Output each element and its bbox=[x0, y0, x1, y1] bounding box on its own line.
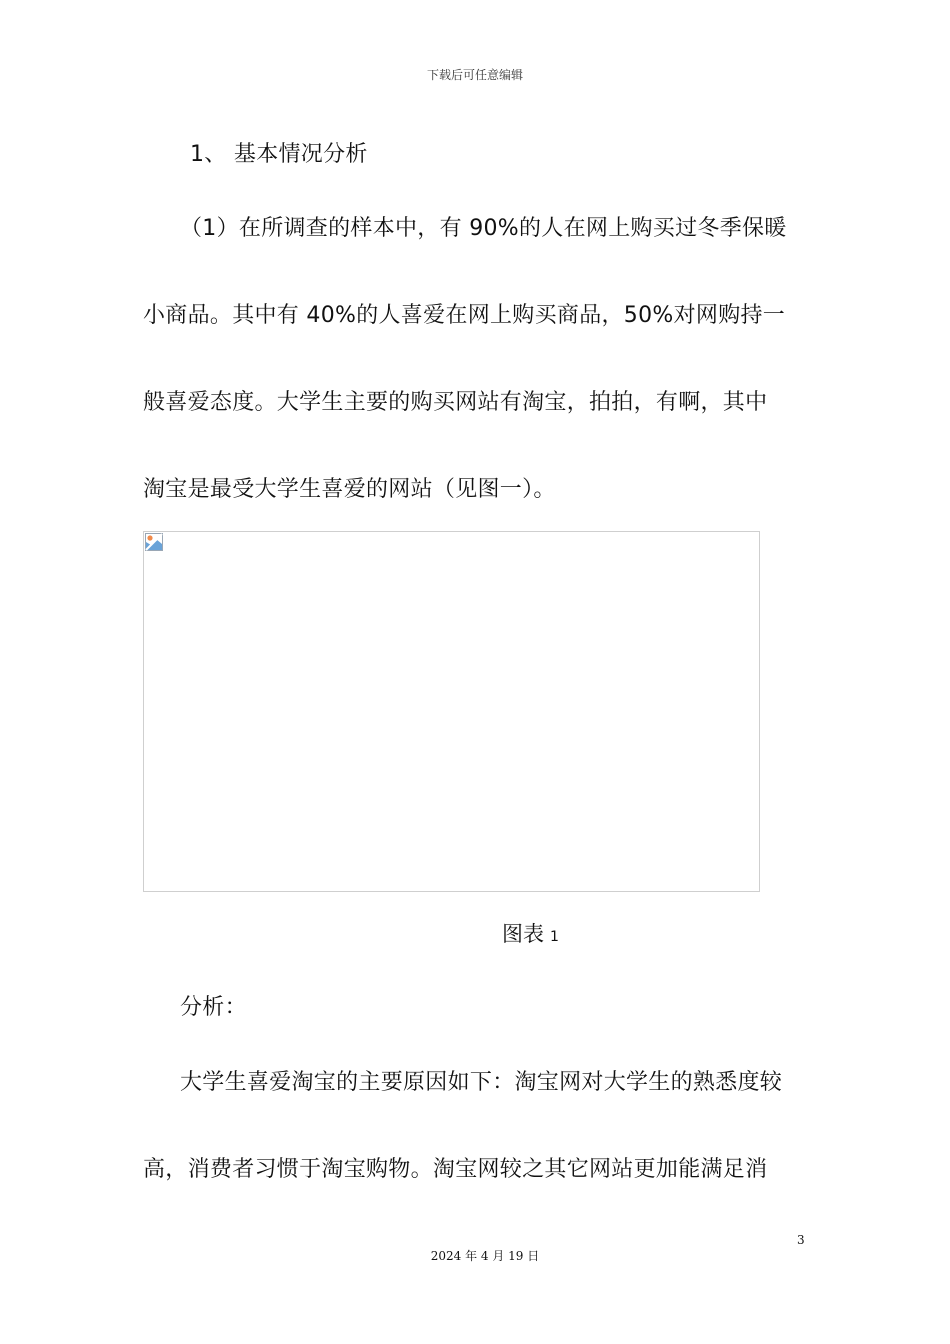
paragraph-line: 小商品。其中有 40%的人喜爱在网上购买商品，50%对网购持一 bbox=[143, 303, 786, 328]
section-heading: 1、 基本情况分析 bbox=[190, 142, 368, 167]
figure-caption bbox=[502, 918, 559, 948]
analysis-line: 大学生喜爱淘宝的主要原因如下：淘宝网对大学生的熟悉度较 bbox=[180, 1070, 783, 1095]
footer-date: 2024 年 4 月 19 日 bbox=[430, 1249, 540, 1263]
figure-caption-number: 1 bbox=[550, 929, 559, 945]
analysis-label: 分析： bbox=[180, 995, 247, 1020]
page-number: 3 bbox=[797, 1233, 805, 1247]
paragraph-line: 淘宝是最受大学生喜爱的网站（见图一）。 bbox=[143, 477, 556, 502]
page-header: 下载后可任意编辑 bbox=[426, 68, 523, 82]
broken-image-icon bbox=[145, 533, 163, 551]
paragraph-line: （1）在所调查的样本中，有 90%的人在网上购买过冬季保暖 bbox=[180, 216, 787, 241]
figure-caption-label: 图表 bbox=[502, 922, 544, 946]
figure-image-placeholder bbox=[143, 531, 760, 892]
analysis-line: 高，消费者习惯于淘宝购物。淘宝网较之其它网站更加能满足消 bbox=[143, 1157, 768, 1182]
paragraph-line: 般喜爱态度。大学生主要的购买网站有淘宝，拍拍，有啊，其中 bbox=[143, 390, 768, 415]
